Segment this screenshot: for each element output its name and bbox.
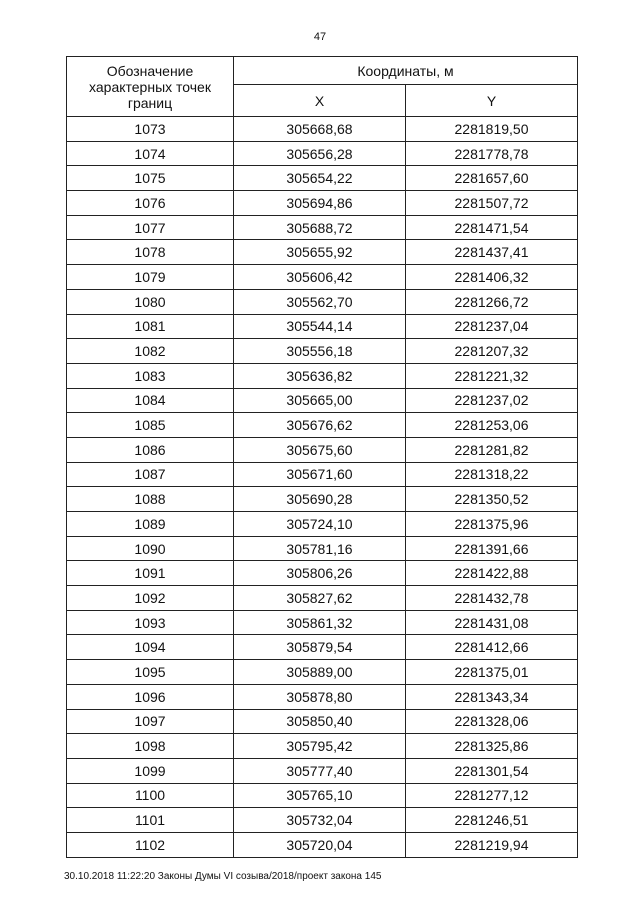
y-coordinate-cell: 2281406,32 [406, 265, 578, 290]
point-id-cell: 1088 [67, 487, 234, 512]
table-row [67, 660, 578, 685]
y-coordinate-cell: 2281219,94 [406, 832, 578, 857]
x-coordinate-cell: 305765,10 [234, 783, 406, 808]
point-id-cell: 1090 [67, 536, 234, 561]
table-row [67, 536, 578, 561]
point-id-cell: 1079 [67, 265, 234, 290]
x-coordinate-cell: 305606,42 [234, 265, 406, 290]
point-id-cell: 1085 [67, 413, 234, 438]
table-row [67, 166, 578, 191]
x-coordinate-cell: 305676,62 [234, 413, 406, 438]
table-row [67, 586, 578, 611]
table-row [67, 437, 578, 462]
x-coordinate-cell: 305732,04 [234, 808, 406, 833]
point-id-cell: 1082 [67, 339, 234, 364]
point-id-cell: 1093 [67, 610, 234, 635]
x-coordinate-cell: 305795,42 [234, 734, 406, 759]
y-coordinate-cell: 2281507,72 [406, 191, 578, 216]
point-id-cell: 1094 [67, 635, 234, 660]
y-coordinate-cell: 2281778,78 [406, 141, 578, 166]
x-coordinate-cell: 305720,04 [234, 832, 406, 857]
y-coordinate-cell: 2281328,06 [406, 709, 578, 734]
x-coordinate-cell: 305688,72 [234, 215, 406, 240]
point-id-cell: 1081 [67, 314, 234, 339]
point-id-cell: 1089 [67, 512, 234, 537]
header-coordinates: Координаты, м [234, 57, 578, 85]
table-row [67, 758, 578, 783]
header-point-designation: Обозначение характерных точек границ [67, 57, 234, 117]
x-coordinate-cell: 305654,22 [234, 166, 406, 191]
table-row [67, 684, 578, 709]
table-row [67, 117, 578, 142]
header-y: Y [406, 85, 578, 117]
x-coordinate-cell: 305562,70 [234, 289, 406, 314]
y-coordinate-cell: 2281432,78 [406, 586, 578, 611]
table-row [67, 388, 578, 413]
y-coordinate-cell: 2281281,82 [406, 437, 578, 462]
table-row [67, 240, 578, 265]
point-id-cell: 1096 [67, 684, 234, 709]
y-coordinate-cell: 2281375,96 [406, 512, 578, 537]
point-id-cell: 1080 [67, 289, 234, 314]
table-row [67, 783, 578, 808]
x-coordinate-cell: 305636,82 [234, 363, 406, 388]
point-id-cell: 1074 [67, 141, 234, 166]
point-id-cell: 1077 [67, 215, 234, 240]
point-id-cell: 1100 [67, 783, 234, 808]
point-id-cell: 1076 [67, 191, 234, 216]
point-id-cell: 1083 [67, 363, 234, 388]
y-coordinate-cell: 2281318,22 [406, 462, 578, 487]
point-id-cell: 1084 [67, 388, 234, 413]
y-coordinate-cell: 2281207,32 [406, 339, 578, 364]
table-row [67, 734, 578, 759]
y-coordinate-cell: 2281246,51 [406, 808, 578, 833]
table-row [67, 413, 578, 438]
point-id-cell: 1075 [67, 166, 234, 191]
x-coordinate-cell: 305675,60 [234, 437, 406, 462]
x-coordinate-cell: 305556,18 [234, 339, 406, 364]
table-row [67, 832, 578, 857]
x-coordinate-cell: 305690,28 [234, 487, 406, 512]
x-coordinate-cell: 305668,68 [234, 117, 406, 142]
y-coordinate-cell: 2281471,54 [406, 215, 578, 240]
y-coordinate-cell: 2281277,12 [406, 783, 578, 808]
x-coordinate-cell: 305878,80 [234, 684, 406, 709]
header-x: X [234, 85, 406, 117]
table-body [67, 117, 578, 858]
coordinates-table [66, 56, 578, 858]
table-row [67, 487, 578, 512]
x-coordinate-cell: 305777,40 [234, 758, 406, 783]
y-coordinate-cell: 2281343,34 [406, 684, 578, 709]
x-coordinate-cell: 305861,32 [234, 610, 406, 635]
y-coordinate-cell: 2281391,66 [406, 536, 578, 561]
point-id-cell: 1073 [67, 117, 234, 142]
y-coordinate-cell: 2281350,52 [406, 487, 578, 512]
footer-text: 30.10.2018 11:22:20 Законы Думы VI созыва/2018/проект закона 145 [64, 871, 382, 882]
y-coordinate-cell: 2281431,08 [406, 610, 578, 635]
x-coordinate-cell: 305656,28 [234, 141, 406, 166]
x-coordinate-cell: 305544,14 [234, 314, 406, 339]
y-coordinate-cell: 2281819,50 [406, 117, 578, 142]
point-id-cell: 1078 [67, 240, 234, 265]
table-row [67, 363, 578, 388]
x-coordinate-cell: 305694,86 [234, 191, 406, 216]
point-id-cell: 1097 [67, 709, 234, 734]
table-row [67, 215, 578, 240]
x-coordinate-cell: 305665,00 [234, 388, 406, 413]
page-number: 47 [313, 31, 327, 43]
y-coordinate-cell: 2281237,02 [406, 388, 578, 413]
x-coordinate-cell: 305671,60 [234, 462, 406, 487]
point-id-cell: 1098 [67, 734, 234, 759]
y-coordinate-cell: 2281437,41 [406, 240, 578, 265]
table-row [67, 561, 578, 586]
point-id-cell: 1099 [67, 758, 234, 783]
table-row [67, 512, 578, 537]
x-coordinate-cell: 305806,26 [234, 561, 406, 586]
point-id-cell: 1102 [67, 832, 234, 857]
x-coordinate-cell: 305781,16 [234, 536, 406, 561]
y-coordinate-cell: 2281422,88 [406, 561, 578, 586]
table-row [67, 141, 578, 166]
y-coordinate-cell: 2281325,86 [406, 734, 578, 759]
y-coordinate-cell: 2281301,54 [406, 758, 578, 783]
table-row [67, 289, 578, 314]
x-coordinate-cell: 305724,10 [234, 512, 406, 537]
y-coordinate-cell: 2281375,01 [406, 660, 578, 685]
y-coordinate-cell: 2281221,32 [406, 363, 578, 388]
x-coordinate-cell: 305879,54 [234, 635, 406, 660]
header-row [67, 57, 578, 85]
table-row [67, 265, 578, 290]
table-row [67, 610, 578, 635]
y-coordinate-cell: 2281253,06 [406, 413, 578, 438]
point-id-cell: 1087 [67, 462, 234, 487]
point-id-cell: 1092 [67, 586, 234, 611]
point-id-cell: 1091 [67, 561, 234, 586]
x-coordinate-cell: 305655,92 [234, 240, 406, 265]
table-row [67, 635, 578, 660]
table-row [67, 808, 578, 833]
x-coordinate-cell: 305827,62 [234, 586, 406, 611]
y-coordinate-cell: 2281237,04 [406, 314, 578, 339]
x-coordinate-cell: 305850,40 [234, 709, 406, 734]
y-coordinate-cell: 2281412,66 [406, 635, 578, 660]
point-id-cell: 1086 [67, 437, 234, 462]
x-coordinate-cell: 305889,00 [234, 660, 406, 685]
y-coordinate-cell: 2281266,72 [406, 289, 578, 314]
table-row [67, 339, 578, 364]
table-row [67, 314, 578, 339]
table-row [67, 191, 578, 216]
point-id-cell: 1095 [67, 660, 234, 685]
table-row [67, 709, 578, 734]
point-id-cell: 1101 [67, 808, 234, 833]
y-coordinate-cell: 2281657,60 [406, 166, 578, 191]
table-row [67, 462, 578, 487]
